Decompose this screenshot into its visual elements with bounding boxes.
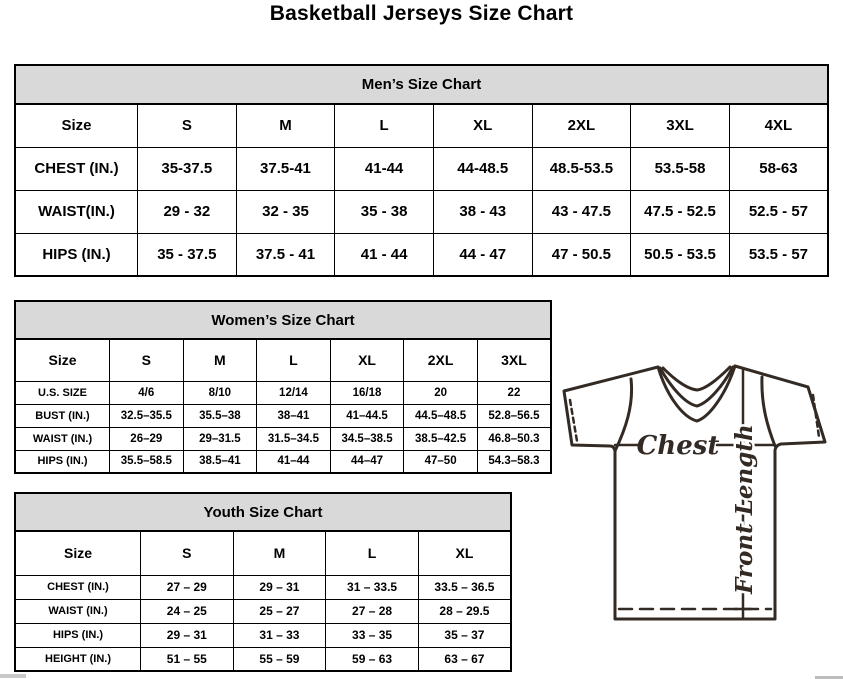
size-value-cell: 35-37.5: [138, 147, 237, 190]
youth-size-table: [14, 530, 512, 672]
size-value-cell: 34.5–38.5: [330, 427, 404, 450]
table-row: [15, 623, 511, 647]
size-value-cell: 31 – 33: [233, 623, 326, 647]
jersey-measurement-diagram: [556, 358, 840, 630]
size-column-header: M: [183, 339, 257, 381]
size-value-cell: 58-63: [729, 147, 828, 190]
size-column-header: 3XL: [477, 339, 551, 381]
size-value-cell: 24 – 25: [141, 599, 234, 623]
size-column-header: 2XL: [404, 339, 478, 381]
size-value-cell: 44–47: [330, 450, 404, 473]
mens-size-chart-title: Men’s Size Chart: [14, 64, 829, 103]
size-column-header: L: [326, 531, 419, 575]
womens-size-chart-title: Women’s Size Chart: [14, 300, 552, 338]
size-value-cell: 38–41: [257, 404, 331, 427]
row-label: WAIST (IN.): [15, 427, 110, 450]
table-row: [15, 147, 828, 190]
horizontal-scrollbar-fragment-left[interactable]: [0, 674, 26, 678]
table-row: [15, 599, 511, 623]
size-value-cell: 53.5 - 57: [729, 233, 828, 276]
size-value-cell: 54.3–58.3: [477, 450, 551, 473]
row-label: CHEST (IN.): [15, 575, 141, 599]
size-value-cell: 8/10: [183, 381, 257, 404]
youth-size-chart-title: Youth Size Chart: [14, 492, 512, 530]
size-column-header: 3XL: [631, 104, 730, 147]
row-label: WAIST (IN.): [15, 599, 141, 623]
size-value-cell: 29–31.5: [183, 427, 257, 450]
youth-size-chart-section: [14, 492, 512, 672]
size-value-cell: 37.5 - 41: [236, 233, 335, 276]
size-value-cell: 59 – 63: [326, 647, 419, 671]
size-label-header: Size: [15, 339, 110, 381]
womens-size-table: [14, 338, 552, 474]
page-title: Basketball Jerseys Size Chart: [269, 2, 574, 25]
jersey-armhole-left: [615, 379, 632, 451]
size-column-header: XL: [330, 339, 404, 381]
size-value-cell: 20: [404, 381, 478, 404]
table-row: [15, 404, 551, 427]
size-value-cell: 44.5–48.5: [404, 404, 478, 427]
row-label: BUST (IN.): [15, 404, 110, 427]
size-value-cell: 41–44.5: [330, 404, 404, 427]
size-value-cell: 38.5–42.5: [404, 427, 478, 450]
row-label: WAIST(IN.): [15, 190, 138, 233]
size-value-cell: 50.5 - 53.5: [631, 233, 730, 276]
size-value-cell: 29 – 31: [141, 623, 234, 647]
size-header-row: [15, 104, 828, 147]
size-value-cell: 38.5–41: [183, 450, 257, 473]
row-label: HEIGHT (IN.): [15, 647, 141, 671]
size-value-cell: 4/6: [110, 381, 184, 404]
size-value-cell: 55 – 59: [233, 647, 326, 671]
size-column-header: XL: [433, 104, 532, 147]
size-column-header: XL: [418, 531, 511, 575]
size-value-cell: 63 – 67: [418, 647, 511, 671]
size-value-cell: 41 - 44: [335, 233, 434, 276]
size-label-header: Size: [15, 104, 138, 147]
size-value-cell: 44 - 47: [433, 233, 532, 276]
size-value-cell: 12/14: [257, 381, 331, 404]
size-value-cell: 47–50: [404, 450, 478, 473]
size-value-cell: 52.5 - 57: [729, 190, 828, 233]
chest-measure-label: Chest: [636, 431, 720, 461]
size-value-cell: 46.8–50.3: [477, 427, 551, 450]
size-value-cell: 29 – 31: [233, 575, 326, 599]
size-value-cell: 43 - 47.5: [532, 190, 631, 233]
size-column-header: 4XL: [729, 104, 828, 147]
size-value-cell: 31 – 33.5: [326, 575, 419, 599]
size-value-cell: 35 - 37.5: [138, 233, 237, 276]
size-value-cell: 35.5–58.5: [110, 450, 184, 473]
size-value-cell: 35 – 37: [418, 623, 511, 647]
size-column-header: 2XL: [532, 104, 631, 147]
table-row: [15, 190, 828, 233]
size-value-cell: 41–44: [257, 450, 331, 473]
row-label: CHEST (IN.): [15, 147, 138, 190]
size-value-cell: 35.5–38: [183, 404, 257, 427]
jersey-armhole-right: [762, 377, 775, 446]
size-header-row: [15, 339, 551, 381]
size-value-cell: 35 - 38: [335, 190, 434, 233]
size-value-cell: 41-44: [335, 147, 434, 190]
size-value-cell: 53.5-58: [631, 147, 730, 190]
size-column-header: M: [233, 531, 326, 575]
size-value-cell: 44-48.5: [433, 147, 532, 190]
table-row: [15, 647, 511, 671]
size-value-cell: 47.5 - 52.5: [631, 190, 730, 233]
size-value-cell: 51 – 55: [141, 647, 234, 671]
size-column-header: L: [257, 339, 331, 381]
size-value-cell: 27 – 29: [141, 575, 234, 599]
table-row: [15, 450, 551, 473]
size-value-cell: 32 - 35: [236, 190, 335, 233]
size-value-cell: 32.5–35.5: [110, 404, 184, 427]
size-label-header: Size: [15, 531, 141, 575]
size-value-cell: 37.5-41: [236, 147, 335, 190]
size-value-cell: 29 - 32: [138, 190, 237, 233]
size-column-header: S: [138, 104, 237, 147]
size-value-cell: 26–29: [110, 427, 184, 450]
table-row: [15, 575, 511, 599]
mens-size-chart-section: [14, 64, 829, 277]
size-value-cell: 31.5–34.5: [257, 427, 331, 450]
size-value-cell: 33.5 – 36.5: [418, 575, 511, 599]
row-label: U.S. SIZE: [15, 381, 110, 404]
womens-size-chart-section: [14, 300, 552, 474]
table-row: [15, 381, 551, 404]
size-value-cell: 48.5-53.5: [532, 147, 631, 190]
row-label: HIPS (IN.): [15, 623, 141, 647]
size-value-cell: 16/18: [330, 381, 404, 404]
size-column-header: S: [110, 339, 184, 381]
size-value-cell: 38 - 43: [433, 190, 532, 233]
size-header-row: [15, 531, 511, 575]
size-column-header: S: [141, 531, 234, 575]
size-value-cell: 22: [477, 381, 551, 404]
front-length-measure-label: Front Length: [731, 424, 758, 594]
mens-size-table: [14, 103, 829, 277]
table-row: [15, 427, 551, 450]
size-value-cell: 33 – 35: [326, 623, 419, 647]
table-row: [15, 233, 828, 276]
size-column-header: L: [335, 104, 434, 147]
size-column-header: M: [236, 104, 335, 147]
size-value-cell: 27 – 28: [326, 599, 419, 623]
row-label: HIPS (IN.): [15, 233, 138, 276]
row-label: HIPS (IN.): [15, 450, 110, 473]
size-value-cell: 52.8–56.5: [477, 404, 551, 427]
size-value-cell: 28 – 29.5: [418, 599, 511, 623]
size-value-cell: 25 – 27: [233, 599, 326, 623]
size-value-cell: 47 - 50.5: [532, 233, 631, 276]
